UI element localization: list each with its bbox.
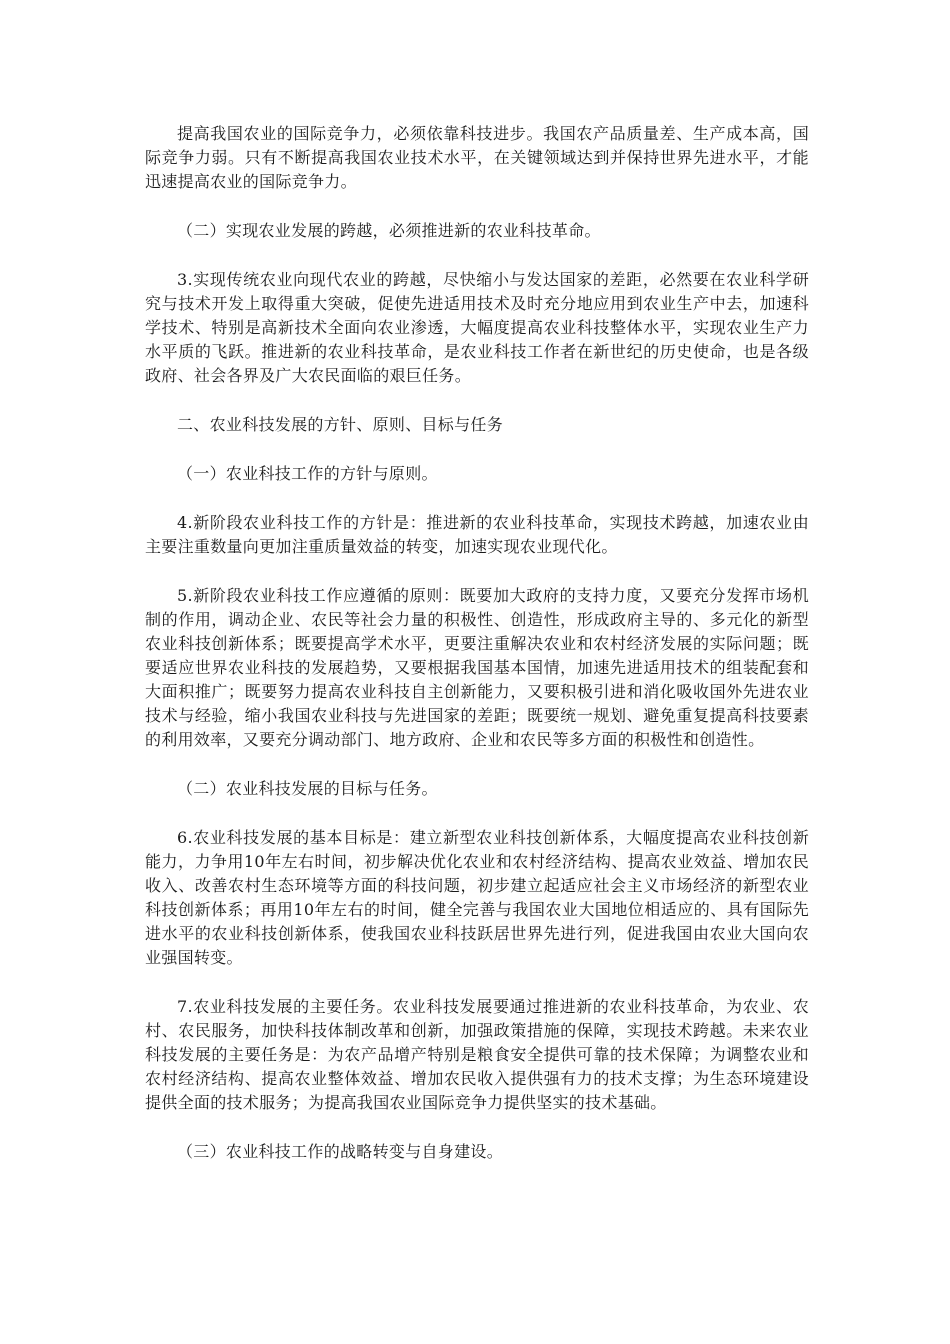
section-heading: （二）实现农业发展的跨越，必须推进新的农业科技革命。 xyxy=(177,221,601,240)
paragraph: 3.实现传统农业向现代农业的跨越，尽快缩小与发达国家的差距，必然要在农业科学研究与技术开发上取得重大突破，促使先进适用技术及时充分地应用到农业生产中去，加速科学技术、特别是高新技术全面向农业渗透，大幅度提高农业科技整体水平，实现农业生产力水平质的飞跃。推进新的农业科技革命，是农业科技工作者在新世纪的历史使命，也是各级政府、社会各界及广大农民面临的艰巨任务。 xyxy=(145,270,809,385)
paragraph: 提高我国农业的国际竞争力，必须依靠科技进步。我国农产品质量差、生产成本高，国际竞争力弱。只有不断提高我国农业技术水平，在关键领域达到并保持世界先进水平，才能迅速提高农业的国际竞争力。 xyxy=(145,124,809,191)
section-heading: （一）农业科技工作的方针与原则。 xyxy=(177,464,438,483)
section-heading: （三）农业科技工作的战略转变与自身建设。 xyxy=(177,1142,504,1161)
section-heading: （二）农业科技发展的目标与任务。 xyxy=(177,779,438,798)
document-body xyxy=(145,122,809,1189)
paragraph: 7.农业科技发展的主要任务。农业科技发展要通过推进新的农业科技革命，为农业、农村、农民服务，加快科技体制改革和创新，加强政策措施的保障，实现技术跨越。未来农业科技发展的主要任务是：为农产品增产特别是粮食安全提供可靠的技术保障；为调整农业和农村经济结构、提高农业整体效益、增加农民收入提供强有力的技术支撑；为生态环境建设提供全面的技术服务；为提高我国农业国际竞争力提供坚实的技术基础。 xyxy=(145,997,809,1112)
paragraph: 5.新阶段农业科技工作应遵循的原则：既要加大政府的支持力度，又要充分发挥市场机制的作用，调动企业、农民等社会力量的积极性、创造性，形成政府主导的、多元化的新型农业科技创新体系；既要提高学术水平，更要注重解决农业和农村经济发展的实际问题；既要适应世界农业科技的发展趋势，又要根据我国基本国情，加速先进适用技术的组装配套和大面积推广；既要努力提高农业科技自主创新能力，又要积极引进和消化吸收国外先进农业技术与经验，缩小我国农业科技与先进国家的差距；既要统一规划、避免重复提高科技要素的利用效率，又要充分调动部门、地方政府、企业和农民等多方面的积极性和创造性。 xyxy=(145,586,809,749)
section-heading: 二、农业科技发展的方针、原则、目标与任务 xyxy=(177,415,504,434)
paragraph: 6.农业科技发展的基本目标是：建立新型农业科技创新体系，大幅度提高农业科技创新能力，力争用10年左右时间，初步解决优化农业和农村经济结构、提高农业效益、增加农民收入、改善农村生态环境等方面的科技问题，初步建立起适应社会主义市场经济的新型农业科技创新体系；再用10年左右的时间，健全完善与我国农业大国地位相适应的、具有国际先进水平的农业科技创新体系，使我国农业科技跃居世界先进行列，促进我国由农业大国向农业强国转变。 xyxy=(145,828,809,967)
paragraph: 4.新阶段农业科技工作的方针是：推进新的农业科技革命，实现技术跨越，加速农业由主要注重数量向更加注重质量效益的转变，加速实现农业现代化。 xyxy=(145,513,809,556)
